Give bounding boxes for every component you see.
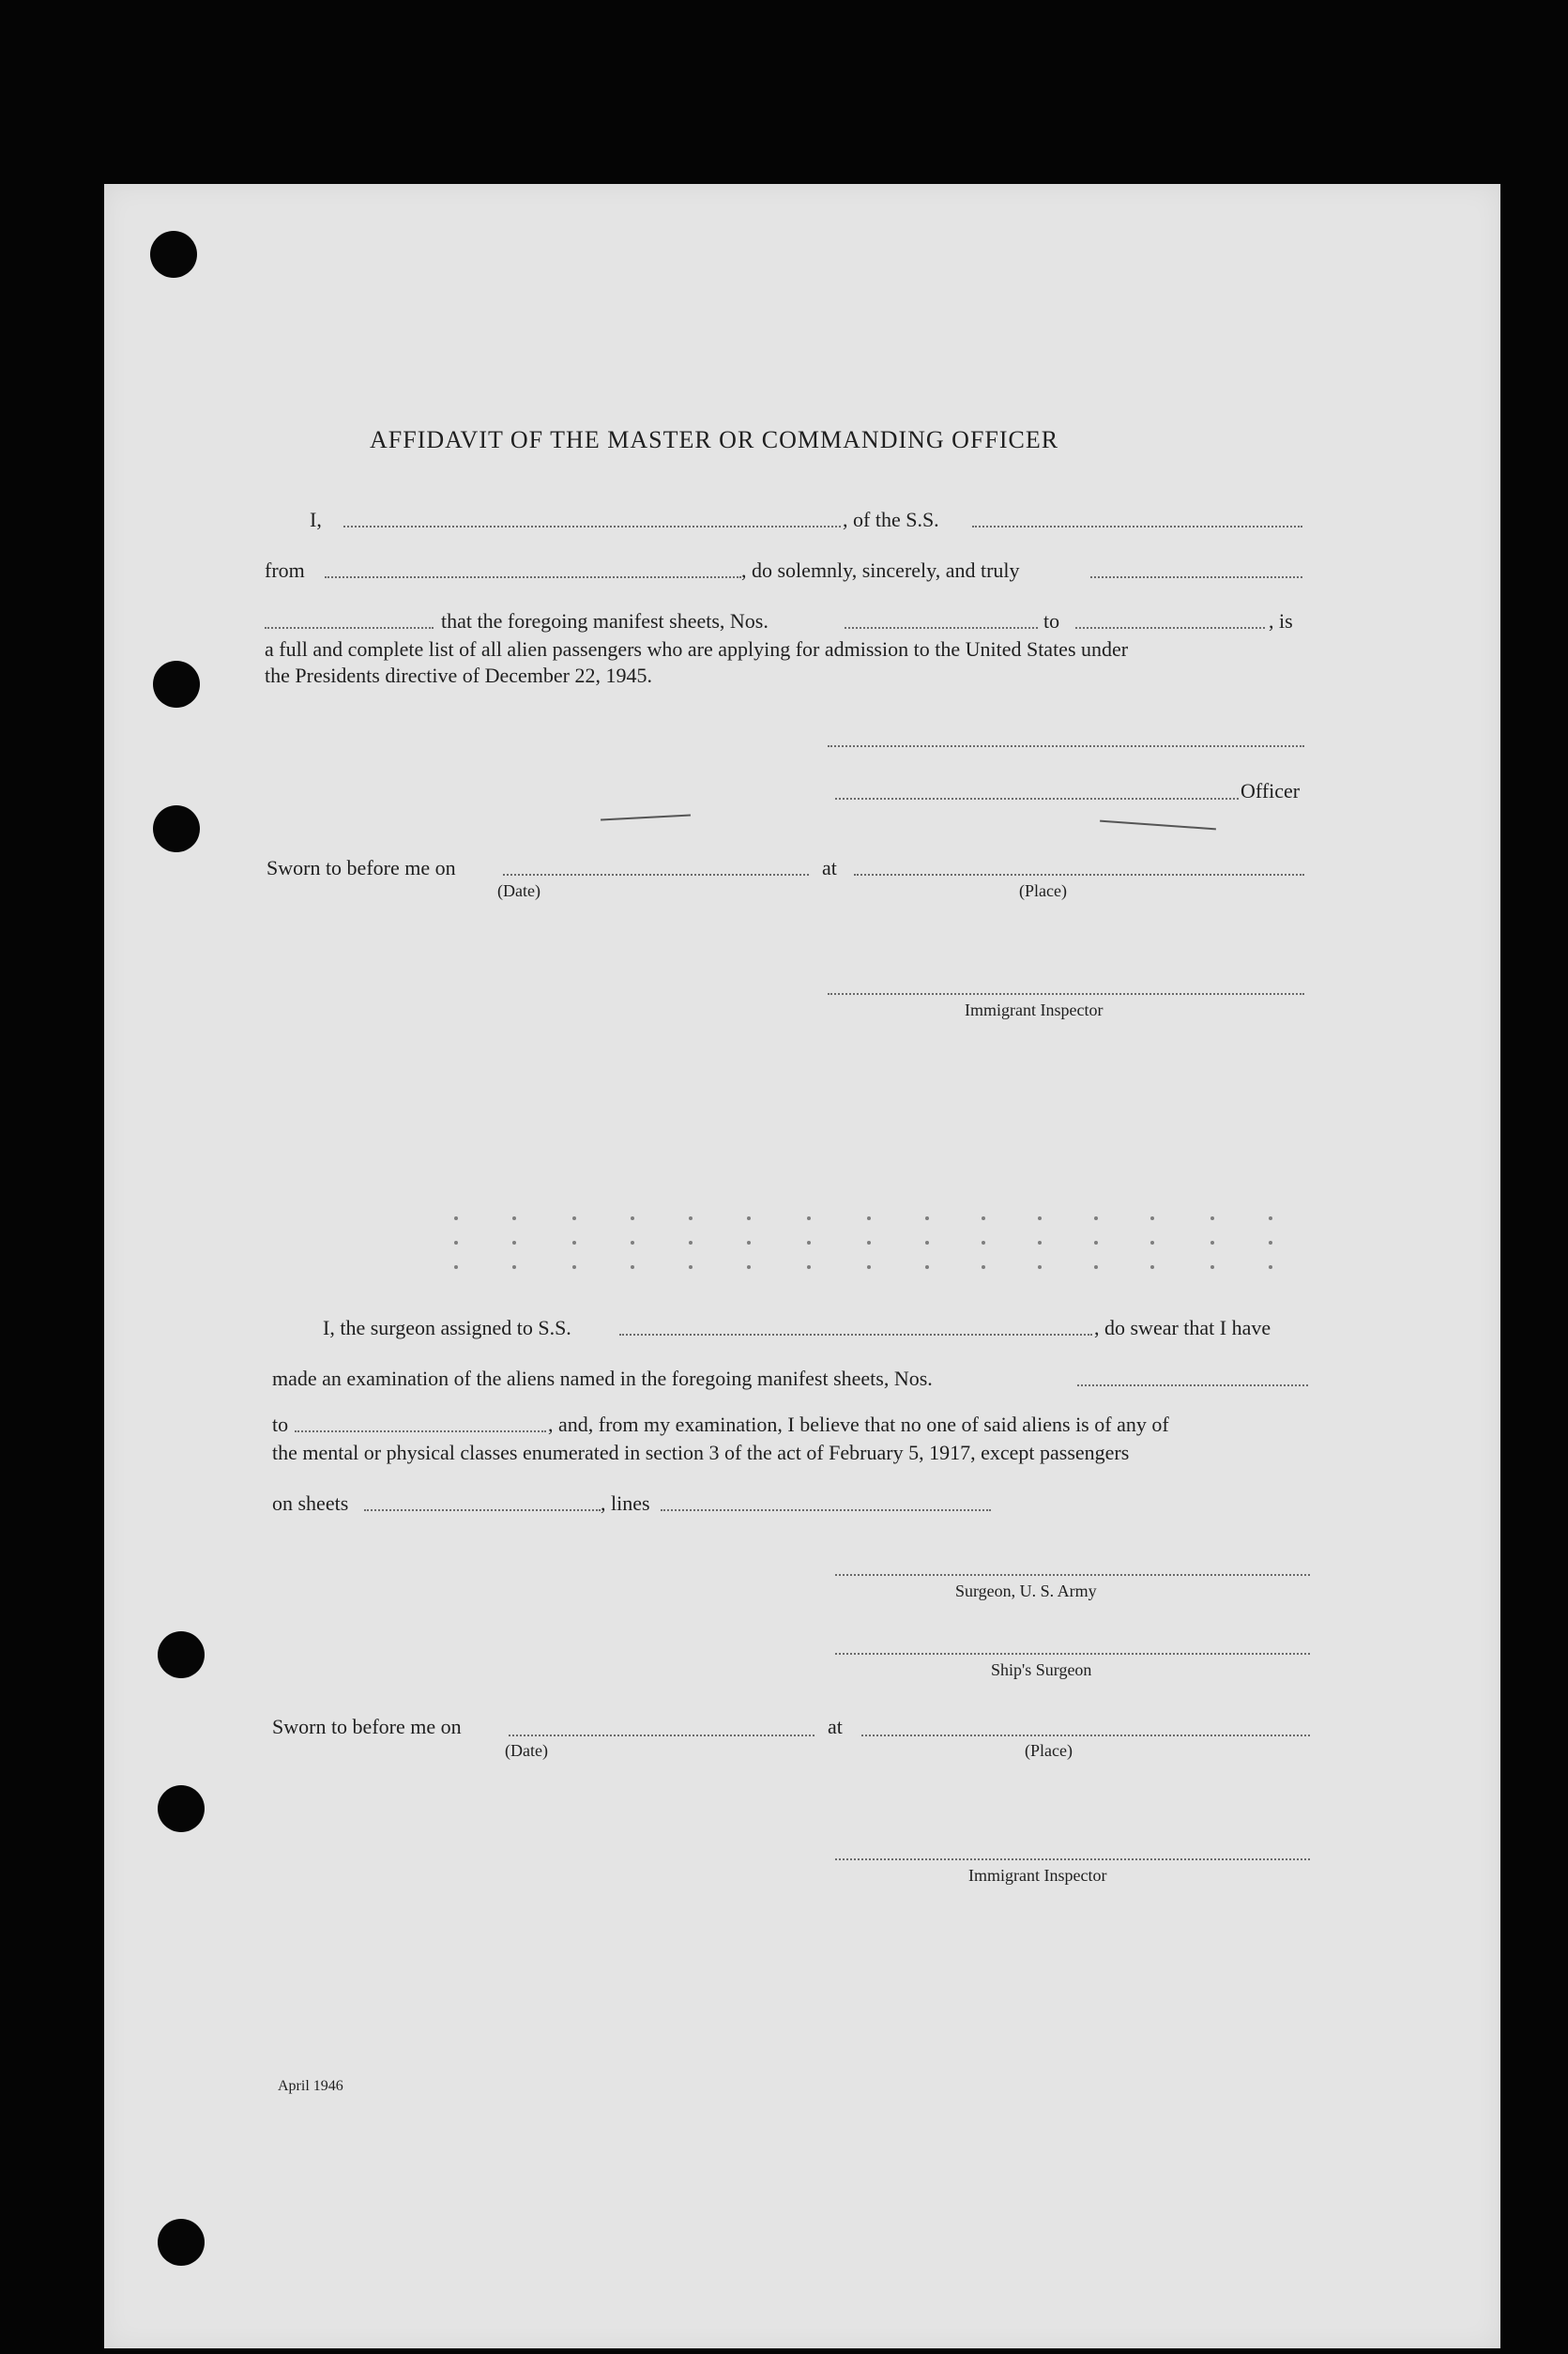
bleed-through-mark [689,1216,693,1220]
affidavit-to-label: to [1043,609,1060,633]
ship-name-field[interactable] [972,524,1302,527]
bleed-through-mark [925,1265,929,1269]
bleed-through-mark [1038,1241,1042,1245]
bleed-through-mark [982,1216,985,1220]
sworn-at-label: at [822,856,837,879]
bleed-through-mark [1269,1241,1272,1245]
bleed-through-mark [1210,1241,1214,1245]
surgeon-sheet-from-field[interactable] [1077,1383,1308,1386]
bleed-through-mark [1150,1265,1154,1269]
surgeon-date-caption: (Date) [505,1741,548,1760]
surgeon-sworn-place-field[interactable] [861,1733,1310,1736]
bleed-through-mark [454,1265,458,1269]
bleed-through-mark [1210,1216,1214,1220]
sworn-label: Sworn to before me on [266,856,456,879]
bleed-through-mark [982,1265,985,1269]
army-surgeon-caption: Surgeon, U. S. Army [955,1582,1097,1600]
sworn-place-field[interactable] [854,872,1304,876]
bleed-through-mark [512,1216,516,1220]
ships-surgeon-signature-field[interactable] [835,1651,1310,1655]
affidavit-body-line: a full and complete list of all alien passengers who are applying for admission to the United States under [265,637,1129,661]
bleed-through-mark [807,1216,811,1220]
bleed-through-mark [867,1216,871,1220]
binder-hole [153,805,200,852]
bleed-through-mark [807,1265,811,1269]
bleed-through-mark [747,1216,751,1220]
bleed-through-mark [689,1241,693,1245]
bleed-through-mark [1038,1216,1042,1220]
form-date: April 1946 [278,2078,343,2094]
bleed-through-mark [925,1216,929,1220]
place-caption: (Place) [1019,881,1067,900]
bleed-through-mark [1210,1265,1214,1269]
bleed-through-mark [454,1241,458,1245]
bleed-through-mark [867,1241,871,1245]
bleed-through-mark [689,1265,693,1269]
bleed-through-mark [807,1241,811,1245]
surgeon-intro-text: I, the surgeon assigned to S.S. [323,1316,571,1339]
bleed-through-mark [1269,1265,1272,1269]
bleed-through-mark [1038,1265,1042,1269]
affidavit-manifest-text: that the foregoing manifest sheets, Nos. [441,609,769,633]
bleed-through-mark [982,1241,985,1245]
officer-title-field[interactable] [835,796,1239,800]
bleed-through-mark [1094,1241,1098,1245]
surgeon-sworn-label: Sworn to before me on [272,1715,462,1738]
bleed-through-mark [747,1265,751,1269]
affidavit-from-label: from [265,558,305,582]
bleed-through-mark [572,1216,576,1220]
binder-hole [150,231,197,278]
surgeon-place-caption: (Place) [1025,1741,1073,1760]
oath-type-field[interactable] [1090,574,1302,578]
surgeon-sheet-to-field[interactable] [295,1429,546,1432]
surgeon-belief-text: , and, from my examination, I believe that no one of said aliens is of any of [548,1413,1169,1436]
bleed-through-mark [631,1265,634,1269]
bleed-through-mark [1150,1241,1154,1245]
binder-hole [158,2219,205,2266]
sheet-from-field[interactable] [845,625,1038,629]
surgeon-sworn-date-field[interactable] [509,1733,814,1736]
oath-type-continued-field[interactable] [265,625,434,629]
bleed-through-mark [572,1265,576,1269]
bleed-through-mark [512,1265,516,1269]
sworn-date-field[interactable] [503,872,809,876]
inspector-caption: Immigrant Inspector [965,1001,1104,1019]
port-from-field[interactable] [325,574,741,578]
bleed-through-mark [631,1216,634,1220]
surgeon-exam-text: made an examination of the aliens named in the foregoing manifest sheets, Nos. [272,1367,933,1390]
binder-hole [158,1631,205,1678]
master-name-field[interactable] [343,524,841,527]
bleed-through-mark [747,1241,751,1245]
bleed-through-mark [631,1241,634,1245]
surgeon-sheets-label: on sheets [272,1491,349,1515]
surgeon-swear-text: , do swear that I have [1094,1316,1271,1339]
bleed-through-mark [925,1241,929,1245]
except-sheets-field[interactable] [364,1507,601,1511]
date-caption: (Date) [497,881,540,900]
affidavit-i-label: I, [310,508,322,531]
army-surgeon-signature-field[interactable] [835,1572,1310,1576]
inspector-signature-field[interactable] [828,991,1304,995]
surgeon-sworn-at-label: at [828,1715,843,1738]
bleed-through-mark [454,1216,458,1220]
affidavit-title: AFFIDAVIT OF THE MASTER OR COMMANDING OFFICER [370,426,1059,453]
bleed-through-mark [1094,1216,1098,1220]
except-lines-field[interactable] [661,1507,991,1511]
surgeon-to-label: to [272,1413,289,1436]
binder-hole [153,661,200,708]
bleed-through-mark [1150,1216,1154,1220]
affidavit-swear-text: , do solemnly, sincerely, and truly [741,558,1020,582]
bleed-through-mark [1094,1265,1098,1269]
ships-surgeon-caption: Ship's Surgeon [991,1660,1092,1679]
bleed-through-mark [1269,1216,1272,1220]
surgeon-classes-text: the mental or physical classes enumerated in section 3 of the act of February 5, 1917, except passengers [272,1441,1130,1464]
surgeon-lines-label: , lines [601,1491,650,1515]
master-signature-field[interactable] [828,743,1304,747]
sheet-to-field[interactable] [1075,625,1265,629]
bleed-through-mark [512,1241,516,1245]
officer-label: Officer [1241,779,1301,802]
affidavit-body-line: the Presidents directive of December 22, 1945. [265,664,652,687]
affidavit-is-text: , is [1269,609,1293,633]
binder-hole [158,1785,205,1832]
surgeon-inspector-caption: Immigrant Inspector [968,1866,1107,1885]
surgeon-ship-field[interactable] [619,1332,1092,1336]
affidavit-ss-label: , of the S.S. [843,508,939,531]
bleed-through-mark [572,1241,576,1245]
bleed-through-mark [867,1265,871,1269]
surgeon-inspector-signature-field[interactable] [835,1857,1310,1860]
